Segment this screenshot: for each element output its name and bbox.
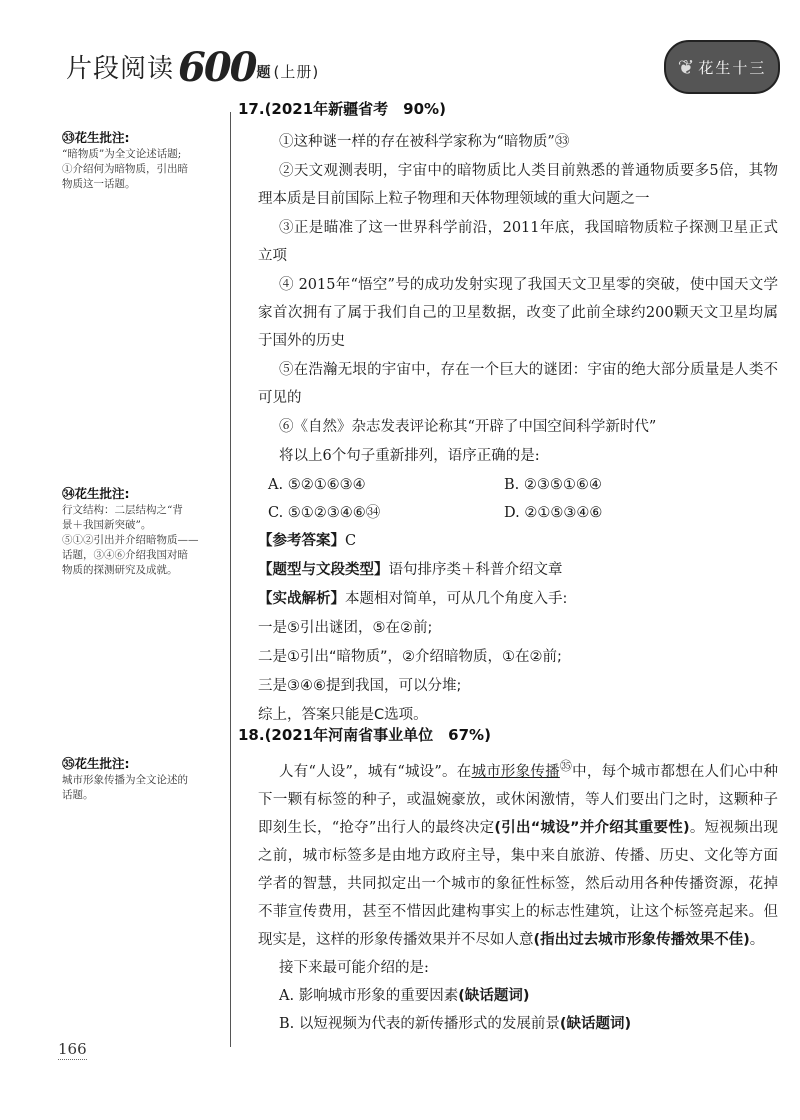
brand-logo: ❦ 花生十三 (664, 40, 780, 94)
sentence: ①这种谜一样的存在被科学家称为“暗物质”㉝ (279, 134, 570, 150)
question-18-body (258, 752, 778, 1038)
margin-note: ㉝花生批注: “暗物质”为全文论述话题; ①介绍何为暗物质，引出暗 物质这一话题。 (62, 130, 188, 190)
margin-divider (230, 112, 231, 1047)
peanut-icon: ❦ (677, 55, 695, 79)
passage: 人有“人设”，城有“城设”。在城市形象传播$^㉟$中，每个城市都想在人们心中种下一颗有标签的种子，或温婉豪放，或休闲激情，等人们要出门之时，这颗种子即刻生长，“抢夺”出行人的最终决定(引出“城设”并介绍其重要性)。短视频出现之前，城市标签多是由地方政府主导，集中来自旅游、传播、历史、文化等方面学者的智慧，共同拟定出一个城市的象征性标签，然后动用各种传播资源，花掉不菲宣传费用，甚至不惜因此建构事实上的标志性建筑，让这个标签亮起来。但现实是，这样的形象传播效果并不尽如人意(指出过去城市形象传播效果不佳)。 (258, 759, 779, 948)
analysis-line: 【实战解析】本题相对简单，可从几个角度入手: (258, 591, 568, 607)
type-line: 【题型与文段类型】语句排序类＋科普介绍文章 (258, 562, 563, 578)
answer-line: 【参考答案】C (258, 533, 357, 549)
sentence: ②天文观测表明，宇宙中的暗物质比人类目前熟悉的普通物质要多5倍，其物理本质是目前国际上粒子物理和天体物理领域的重大问题之一 (258, 163, 778, 207)
option-a: A. ⑤②①⑥③④ (268, 477, 366, 493)
sentence: ⑥《自然》杂志发表评论称其“开辟了中国空间科学新时代” (279, 419, 657, 435)
question-prompt: 将以上6个句子重新排列，语序正确的是: (279, 448, 540, 464)
sentence: ⑤在浩瀚无垠的宇宙中，存在一个巨大的谜团：宇宙的绝大部分质量是人类不可见的 (258, 362, 778, 406)
question-17-title: 17.(2021年新疆省考 90%) (238, 100, 446, 118)
book-title: 片段阅读 600题 (上册) (66, 44, 320, 91)
sentence: ④ 2015年“悟空”号的成功发射实现了我国天文卫星零的突破，使中国天文学家首次拥有了属于我们自己的卫星数据，改变了此前全球约200颗天文卫星均属于国外的历史 (258, 277, 778, 349)
option-a: A. 影响城市形象的重要因素(缺话题词) (279, 987, 530, 1004)
sentence: ③正是瞄准了这一世界科学前沿，2011年底，我国暗物质粒子探测卫星正式立项 (258, 220, 778, 264)
margin-note: ㉞花生批注: 行文结构：二层结构之“背 景＋我国新突破”。 ⑤①②引出并介绍暗物质—— 话题，③④⑥介绍我国对暗 物质的探测研究及成就。 (62, 486, 199, 576)
analysis-point: 一是⑤引出谜团，⑤在②前; (258, 620, 433, 636)
analysis-point: 二是①引出“暗物质”，②介绍暗物质，①在②前; (258, 649, 562, 665)
inline-note: (指出过去城市形象传播效果不佳) (533, 931, 750, 948)
question-prompt: 接下来最可能介绍的是: (279, 959, 429, 976)
margin-note: ㉟花生批注: 城市形象传播为全文论述的 话题。 (62, 756, 188, 801)
options-row (258, 471, 778, 499)
page-number: 166 (58, 1040, 87, 1058)
topic-phrase: 城市形象传播 (471, 763, 560, 780)
option-c: C. ⑤①②③④⑥㉞ (268, 505, 381, 521)
options-row (258, 499, 778, 527)
option-b: B. 以短视频为代表的新传播形式的发展前景(缺话题词) (279, 1015, 632, 1032)
option-b: B. ②③⑤①⑥④ (504, 477, 602, 493)
question-17-body (258, 128, 778, 730)
inline-note: (引出“城设”并介绍其重要性) (494, 819, 690, 836)
analysis-point: 三是③④⑥提到我国，可以分堆; (258, 678, 462, 694)
analysis-point: 综上，答案只能是C选项。 (258, 707, 428, 723)
page-header (0, 0, 800, 100)
book-number: 600 (178, 44, 256, 91)
option-d: D. ②①⑤③④⑥ (504, 505, 603, 521)
question-18-title: 18.(2021年河南省事业单位 67%) (238, 726, 491, 744)
